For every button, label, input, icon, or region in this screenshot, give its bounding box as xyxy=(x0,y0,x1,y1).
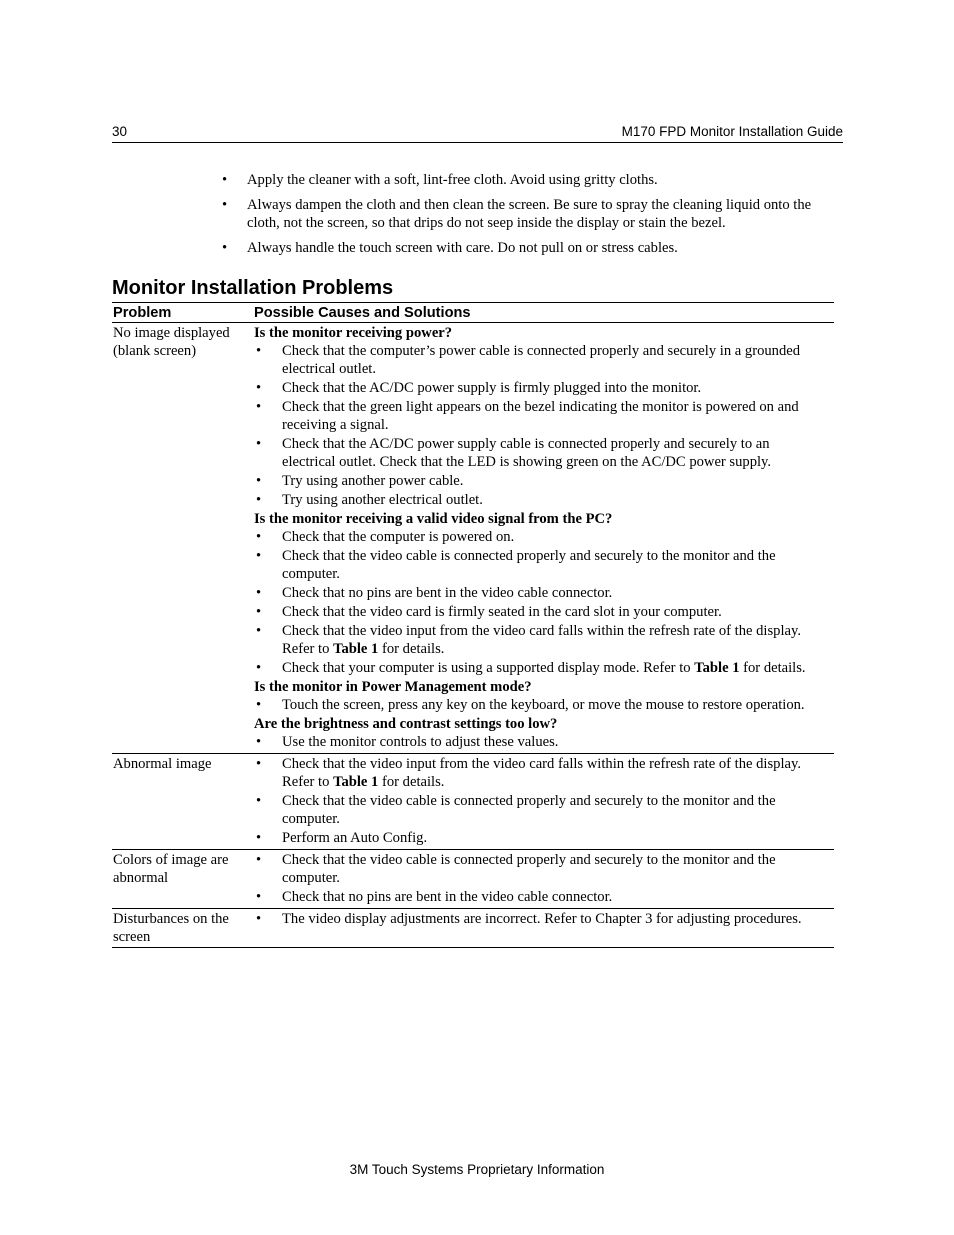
list-item: • Check that the computer is powered on. xyxy=(254,528,834,546)
list-item: • Check that the video cable is connected properly and securely to the monitor and the computer. xyxy=(254,547,834,583)
solution-list xyxy=(254,851,834,906)
guide-title: M170 FPD Monitor Installation Guide xyxy=(621,124,843,139)
cleaning-bullet-list xyxy=(222,171,838,264)
list-item: • Check that the green light appears on the bezel indicating the monitor is powered on and receiving a signal. xyxy=(254,398,834,434)
solution-list xyxy=(254,528,834,677)
table-row xyxy=(112,754,834,850)
problem-cell: No image displayed (blank screen) xyxy=(112,323,253,754)
column-header-problem: Problem xyxy=(112,303,253,323)
solutions-cell xyxy=(253,850,834,909)
page-number: 30 xyxy=(112,124,128,139)
solution-list xyxy=(254,910,834,928)
solution-list xyxy=(254,696,834,714)
list-item: • Check that the video card is firmly seated in the card slot in your computer. xyxy=(254,603,834,621)
list-item: • Check that no pins are bent in the video cable connector. xyxy=(254,888,834,906)
solution-list xyxy=(254,733,834,751)
cause-question: Are the brightness and contrast settings too low? xyxy=(254,716,558,732)
list-item: • Check that the video input from the video card falls within the refresh rate of the display. Refer to Table 1 for details. xyxy=(254,755,834,791)
page-footer: 3M Touch Systems Proprietary Information xyxy=(349,1162,605,1177)
list-item: • Always dampen the cloth and then clean the screen. Be sure to spray the cleaning liquid onto the cloth, not the screen, so that drips do not seep inside the display or stain the bezel. xyxy=(222,196,838,232)
list-item: • Use the monitor controls to adjust these values. xyxy=(254,733,834,751)
table-row xyxy=(112,909,834,948)
problem-cell: Colors of image are abnormal xyxy=(112,850,253,909)
list-item: • Check that your computer is using a supported display mode. Refer to Table 1 for details. xyxy=(254,659,834,677)
problem-cell: Disturbances on the screen xyxy=(112,909,253,948)
solutions-cell xyxy=(253,909,834,948)
list-item: • Check that the video cable is connected properly and securely to the monitor and the computer. xyxy=(254,851,834,887)
list-item: • Perform an Auto Config. xyxy=(254,829,834,847)
table-row xyxy=(112,850,834,909)
solutions-cell xyxy=(253,754,834,850)
cause-question: Is the monitor in Power Management mode? xyxy=(254,679,532,695)
table-header-row xyxy=(112,303,834,323)
list-item: • Check that the video input from the video card falls within the refresh rate of the display. Refer to Table 1 for details. xyxy=(254,622,834,658)
list-item: • Try using another electrical outlet. xyxy=(254,491,834,509)
solutions-cell xyxy=(253,323,834,754)
list-item: • Check that the computer’s power cable is connected properly and securely in a grounded electrical outlet. xyxy=(254,342,834,378)
table-body xyxy=(112,323,834,948)
list-item: • Touch the screen, press any key on the keyboard, or move the mouse to restore operation. xyxy=(254,696,834,714)
list-item: • Check that the AC/DC power supply is firmly plugged into the monitor. xyxy=(254,379,834,397)
page-header xyxy=(112,124,843,143)
table-row xyxy=(112,323,834,754)
list-item: • Try using another power cable. xyxy=(254,472,834,490)
troubleshooting-table xyxy=(112,302,834,948)
column-header-solutions: Possible Causes and Solutions xyxy=(253,303,834,323)
list-item: • The video display adjustments are incorrect. Refer to Chapter 3 for adjusting procedures. xyxy=(254,910,834,928)
list-item: • Check that the AC/DC power supply cable is connected properly and securely to an electrical outlet. Check that the LED is showing green on the AC/DC power supply. xyxy=(254,435,834,471)
cause-question: Is the monitor receiving power? xyxy=(254,325,453,341)
list-item: • Check that no pins are bent in the video cable connector. xyxy=(254,584,834,602)
list-item: • Apply the cleaner with a soft, lint-free cloth. Avoid using gritty cloths. xyxy=(222,171,838,189)
problem-cell: Abnormal image xyxy=(112,754,253,850)
list-item: • Always handle the touch screen with care. Do not pull on or stress cables. xyxy=(222,239,838,257)
solution-list xyxy=(254,755,834,847)
list-item: • Check that the video cable is connected properly and securely to the monitor and the computer. xyxy=(254,792,834,828)
section-title: Monitor Installation Problems xyxy=(112,277,394,299)
solution-list xyxy=(254,342,834,509)
cause-question: Is the monitor receiving a valid video signal from the PC? xyxy=(254,511,613,527)
